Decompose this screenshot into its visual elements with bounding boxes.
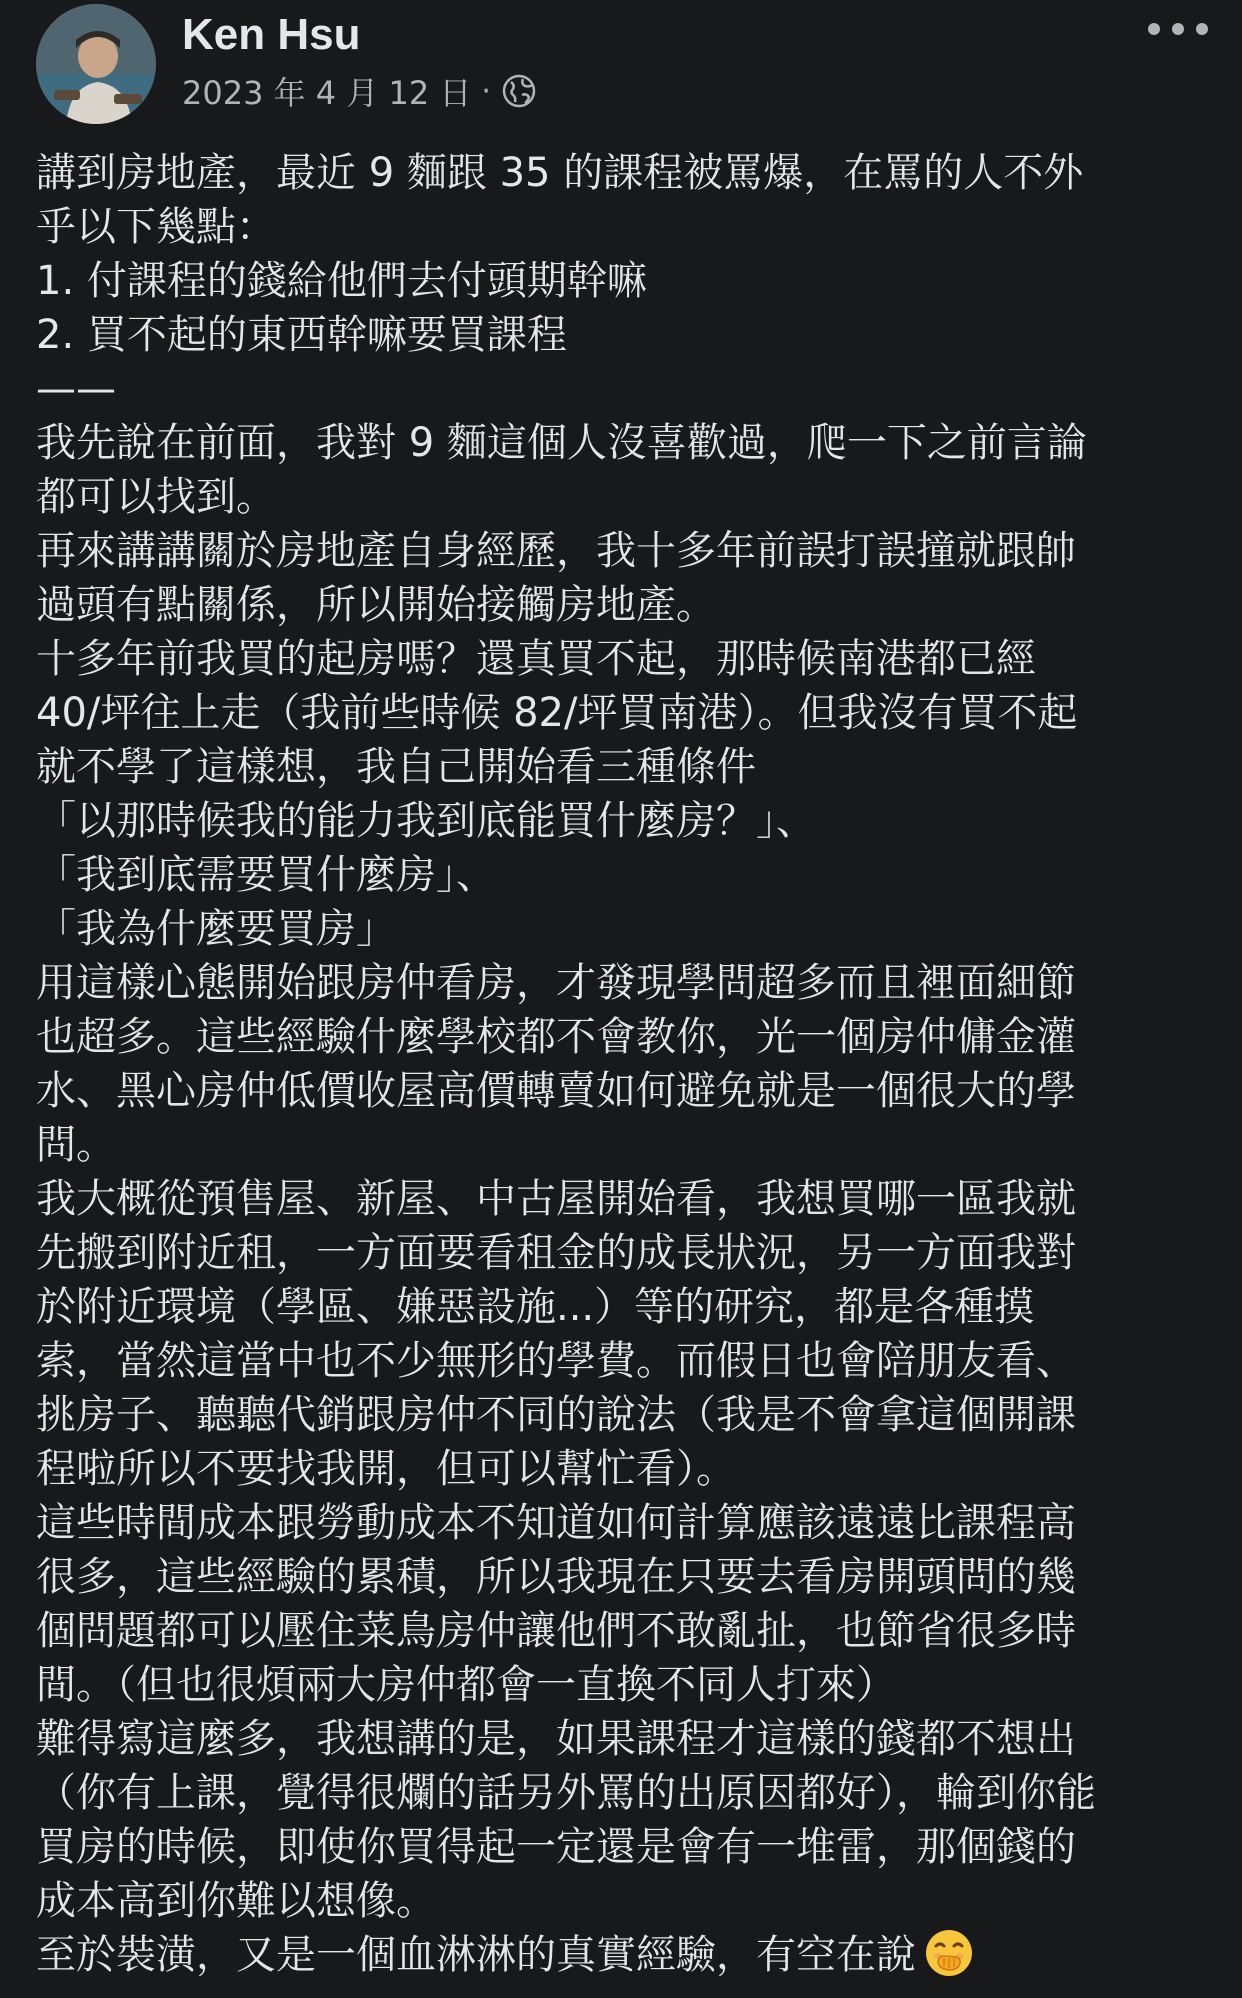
- more-dot: [1196, 23, 1208, 35]
- author-avatar[interactable]: [36, 4, 156, 124]
- post-line: 「我為什麼要買房」: [36, 906, 396, 952]
- post-line: 先搬到附近租，一方面要看租金的成長狀況，另一方面我對: [36, 1230, 1076, 1276]
- post-line: 水、黑心房仲低價收屋高價轉賣如何避免就是一個很大的學: [36, 1068, 1076, 1114]
- more-dot: [1172, 23, 1184, 35]
- post-line: 就不學了這樣想，我自己開始看三種條件: [36, 744, 756, 790]
- post-meta: [182, 68, 537, 114]
- post-line: 買房的時候，即使你買得起一定還是會有一堆雷，那個錢的: [36, 1824, 1076, 1870]
- post-line: （你有上課，覺得很爛的話另外罵的出原因都好），輪到你能: [36, 1770, 1096, 1816]
- post-body: [36, 146, 1216, 1982]
- more-dot: [1148, 23, 1160, 35]
- post-date[interactable]: 2023 年 4 月 12 日: [182, 74, 472, 112]
- post-line: 問。: [36, 1122, 116, 1168]
- post-line: ——: [36, 366, 116, 412]
- post-line: 用這樣心態開始跟房仲看房，才發現學問超多而且裡面細節: [36, 960, 1076, 1006]
- post-line: 也超多。這些經驗什麼學校都不會教你，光一個房仲傭金灌: [36, 1014, 1076, 1060]
- post-line: 1. 付課程的錢給他們去付頭期幹嘛: [36, 258, 647, 304]
- post-line: 成本高到你難以想像。: [36, 1878, 436, 1924]
- globe-icon[interactable]: [501, 73, 537, 109]
- more-options-icon[interactable]: [1148, 14, 1208, 44]
- post-line: 十多年前我買的起房嗎？還真買不起，那時候南港都已經: [36, 636, 1036, 682]
- hand-over-mouth-emoji-icon: [924, 1928, 974, 1978]
- post-line: 再來講講關於房地產自身經歷，我十多年前誤打誤撞就跟帥: [36, 528, 1076, 574]
- post-line: 2. 買不起的東西幹嘛要買課程: [36, 312, 567, 358]
- post-line: 過頭有點關係，所以開始接觸房地產。: [36, 582, 716, 628]
- post-line: 講到房地產，最近 9 麵跟 35 的課程被罵爆，在罵的人不外: [36, 150, 1084, 196]
- post-header: [0, 0, 1242, 140]
- post-line: 乎以下幾點：: [36, 204, 276, 250]
- meta-separator: ·: [481, 73, 491, 109]
- post-line: 都可以找到。: [36, 474, 276, 520]
- post-line: 這些時間成本跟勞動成本不知道如何計算應該遠遠比課程高: [36, 1500, 1076, 1546]
- post-line: 「以那時候我的能力我到底能買什麼房？」、: [36, 798, 816, 844]
- post-line: 索，當然這當中也不少無形的學費。而假日也會陪朋友看、: [36, 1338, 1076, 1384]
- avatar-photo-icon: [36, 4, 156, 124]
- post-line: 很多，這些經驗的累積，所以我現在只要去看房開頭問的幾: [36, 1554, 1076, 1600]
- post-line: 程啦所以不要找我開，但可以幫忙看）。: [36, 1446, 736, 1492]
- post-line: 我先說在前面，我對 9 麵這個人沒喜歡過，爬一下之前言論: [36, 420, 1087, 466]
- author-name[interactable]: Ken Hsu: [182, 10, 361, 59]
- post-line: 難得寫這麼多，我想講的是，如果課程才這樣的錢都不想出: [36, 1716, 1076, 1762]
- post-line: 個問題都可以壓住菜鳥房仲讓他們不敢亂扯，也節省很多時: [36, 1608, 1076, 1654]
- post-line: 我大概從預售屋、新屋、中古屋開始看，我想買哪一區我就: [36, 1176, 1076, 1222]
- post-line: 挑房子、聽聽代銷跟房仲不同的說法（我是不會拿這個開課: [36, 1392, 1076, 1438]
- post-line: 於附近環境（學區、嫌惡設施...）等的研究，都是各種摸: [36, 1284, 1035, 1330]
- post-line: 「我到底需要買什麼房」、: [36, 852, 496, 898]
- post-line-last: [36, 1928, 1216, 1982]
- post-line: 40/坪往上走（我前些時候 82/坪買南港）。但我沒有買不起: [36, 690, 1078, 736]
- post-line: 間。（但也很煩兩大房仲都會一直換不同人打來）: [36, 1662, 896, 1708]
- post-line: 至於裝潢，又是一個血淋淋的真實經驗，有空在說: [36, 1932, 916, 1978]
